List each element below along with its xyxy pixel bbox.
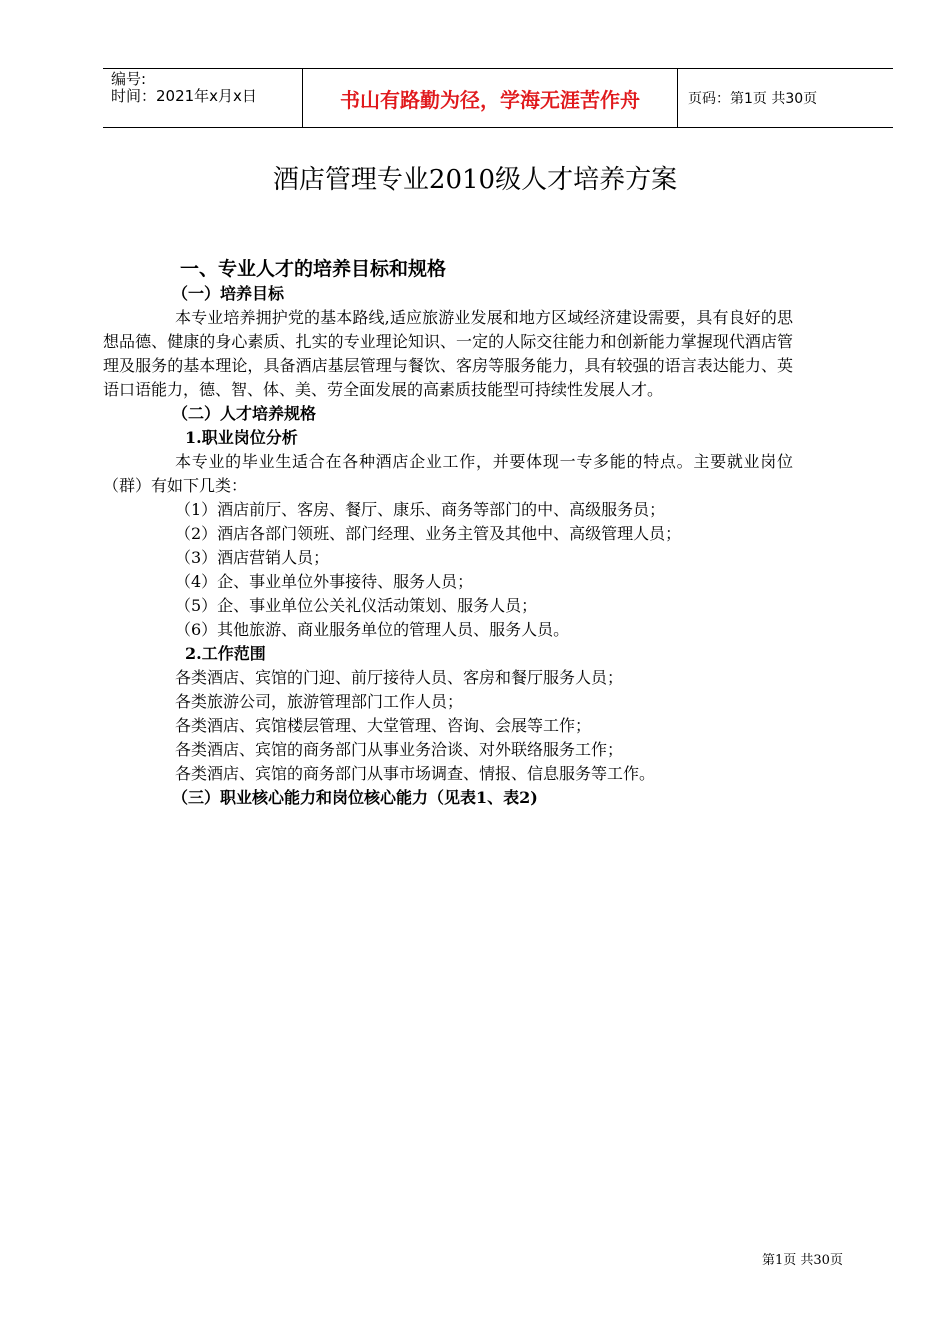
subsection-heading: （二）人才培养规格 <box>172 404 317 423</box>
section-heading: 一、专业人才的培养目标和规格 <box>180 258 447 280</box>
subsection-heading: （三）职业核心能力和岗位核心能力（见表1、表2) <box>172 788 538 807</box>
header-number-label: 编号: <box>111 70 147 88</box>
document-title: 酒店管理专业2010级人才培养方案 <box>272 165 678 195</box>
list-item: （1）酒店前厅、客房、餐厅、康乐、商务等部门的中、高级服务员； <box>175 500 666 519</box>
header-meta <box>103 69 303 127</box>
list-item: 各类酒店、宾馆的门迎、前厅接待人员、客房和餐厅服务人员； <box>175 668 624 687</box>
header-motto: 书山有路勤为径，学海无涯苦作舟 <box>303 69 678 127</box>
paragraph: 本专业培养拥护党的基本路线,适应旅游业发展和地方区域经济建设需要，具有良好的思想品德、健康的身心素质、扎实的专业理论知识、一定的人际交往能力和创新能力掌握现代酒店管理及服务的基本理论，具备酒店基层管理与餐饮、客房等服务能力，具有较强的语言表达能力、英语口语能力，德、智、体、美、劳全面发展的高素质技能型可持续性发展人才。 <box>103 308 793 399</box>
paragraph: 本专业的毕业生适合在各种酒店企业工作，并要体现一专多能的特点。主要就业岗位（群）有如下几类： <box>103 452 793 495</box>
list-item: 各类旅游公司，旅游管理部门工作人员； <box>175 692 464 711</box>
list-item: （2）酒店各部门领班、部门经理、业务主管及其他中、高级管理人员； <box>175 524 682 543</box>
document-body <box>103 257 865 810</box>
list-item: 各类酒店、宾馆楼层管理、大堂管理、咨询、会展等工作； <box>175 716 592 735</box>
list-item: （6）其他旅游、商业服务单位的管理人员、服务人员。 <box>175 620 570 639</box>
list-item: 各类酒店、宾馆的商务部门从事市场调查、情报、信息服务等工作。 <box>175 764 656 783</box>
header-date-label: 时间：2021年x月x日 <box>111 87 257 105</box>
page-header <box>103 68 893 128</box>
list-item: （3）酒店营销人员； <box>175 548 330 567</box>
item-heading: 1.职业岗位分析 <box>185 428 298 447</box>
list-item: 各类酒店、宾馆的商务部门从事业务洽谈、对外联络服务工作； <box>175 740 624 759</box>
item-heading: 2.工作范围 <box>185 644 266 663</box>
subsection-heading: （一）培养目标 <box>172 284 285 303</box>
list-item: （4）企、事业单位外事接待、服务人员； <box>175 572 474 591</box>
header-page-info: 页码：第1页 共30页 <box>688 91 818 107</box>
list-item: （5）企、事业单位公关礼仪活动策划、服务人员； <box>175 596 538 615</box>
page-footer: 第1页 共30页 <box>762 1253 843 1268</box>
